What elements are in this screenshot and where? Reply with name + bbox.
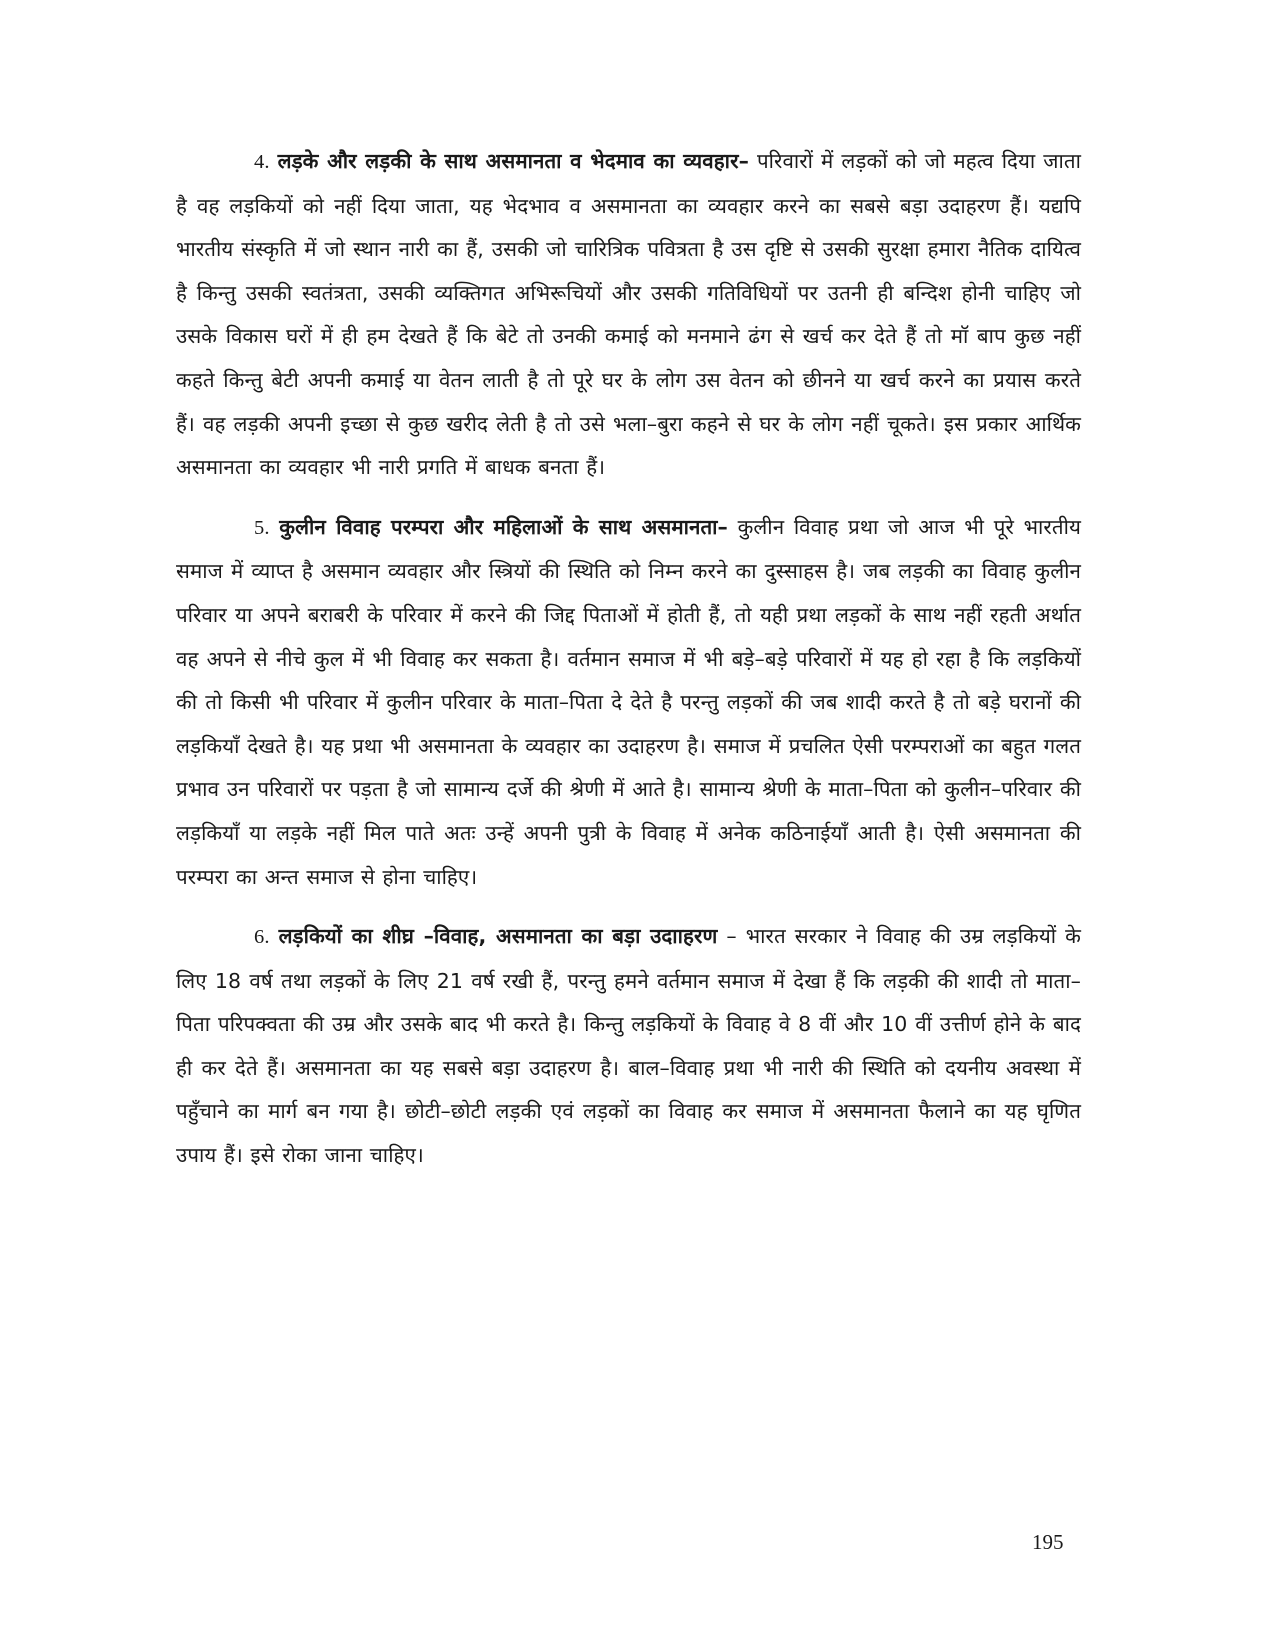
paragraph-6 <box>176 915 1081 1178</box>
paragraph-number: 5. <box>254 516 270 539</box>
paragraph-4 <box>176 140 1081 490</box>
paragraph-body: – भारत सरकार ने विवाह की उम्र लड़कियों के लिए 18 वर्ष तथा लड़कों के लिए 21 वर्ष रखी हैं, परन्तु हमने वर्तमान समाज में देखा हैं कि लड़की की शादी तो माता–पिता परिपक्वता की उम्र और उसके बाद भी करते है। किन्तु लड़कियों के विवाह वे 8 वीं और 10 वीं उत्तीर्ण होने के बाद ही कर देते हैं। असमानता का यह सबसे बड़ा उदाहरण है। बाल–विवाह प्रथा भी नारी की स्थिति को दयनीय अवस्था में पहुँचाने का मार्ग बन गया है। छोटी–छोटी लड़की एवं लड़कों का विवाह कर समाज में असमानता फैलाने का यह घृणित उपाय हैं। इसे रोका जाना चाहिए। <box>176 924 1081 1168</box>
paragraph-5 <box>176 506 1081 899</box>
paragraph-number: 4. <box>254 151 270 173</box>
paragraph-heading: लड़कियों का शीघ्र –विवाह, असमानता का बड़ा उदााहरण <box>278 924 718 949</box>
paragraph-number: 6. <box>254 926 270 949</box>
paragraph-heading: लड़के और लड़की के साथ असमानता व भेदमाव का व्यवहार– <box>277 149 749 173</box>
paragraph-heading: कुलीन विवाह परम्परा और महिलाओं के साथ असमानता– <box>279 514 728 539</box>
page-number: 195 <box>1032 1530 1064 1554</box>
paragraph-body: कुलीन विवाह प्रथा जो आज भी पूरे भारतीय समाज में व्याप्त है असमान व्यवहार और स्त्रियों की स्थिति को निम्न करने का दुस्साहस है। जब लड़की का विवाह कुलीन परिवार या अपने बराबरी के परिवार में करने की जिद्द पिताओं में होती हैं, तो यही प्रथा लड़कों के साथ नहीं रहती अर्थात वह अपने से नीचे कुल में भी विवाह कर सकता है। वर्तमान समाज में भी बड़े–बड़े परिवारों में यह हो रहा है कि लड़कियों की तो किसी भी परिवार में कुलीन परिवार के माता–पिता दे देते है परन्तु लड़कों की जब शादी करते है तो बड़े घरानों की लड़कियाँ देखते है। यह प्रथा भी असमानता के व्यवहार का उदाहरण है। समाज में प्रचलित ऐसी परम्पराओं का बहुत गलत प्रभाव उन परिवारों पर पड़ता है जो सामान्य दर्जे की श्रेणी में आते है। सामान्य श्रेणी के माता–पिता को कुलीन–परिवार की लड़कियाँ या लड़के नहीं मिल पाते अतः उन्हें अपनी पुत्री के विवाह में अनेक कठिनाईयाँ आती है। ऐसी असमानता की परम्परा का अन्त समाज से होना चाहिए। <box>176 514 1081 889</box>
paragraph-body: परिवारों में लड़कों को जो महत्व दिया जाता है वह लड़कियों को नहीं दिया जाता, यह भेदभाव व असमानता का व्यवहार करने का सबसे बड़ा उदाहरण हैं। यद्यपि भारतीय संस्कृति में जो स्थान नारी का हैं, उसकी जो चारित्रिक पवित्रता है उस दृष्टि से उसकी सुरक्षा हमारा नैतिक दायित्व है किन्तु उसकी स्वतंत्रता, उसकी व्यक्तिगत अभिरूचियों और उसकी गतिविधियों पर उतनी ही बन्दिश होनी चाहिए जो उसके विकास घरों में ही हम देखते हैं कि बेटे तो उनकी कमाई को मनमाने ढंग से खर्च कर देते हैं तो मॉ बाप कुछ नहीं कहते किन्तु बेटी अपनी कमाई या वेतन लाती है तो पूरे घर के लोग उस वेतन को छीनने या खर्च करने का प्रयास करते हैं। वह लड़की अपनी इच्छा से कुछ खरीद लेती है तो उसे भला–बुरा कहने से घर के लोग नहीं चूकते। इस प्रकार आर्थिक असमानता का व्यवहार भी नारी प्रगति में बाधक बनता हैं। <box>176 149 1082 480</box>
document-page <box>176 140 1081 1194</box>
